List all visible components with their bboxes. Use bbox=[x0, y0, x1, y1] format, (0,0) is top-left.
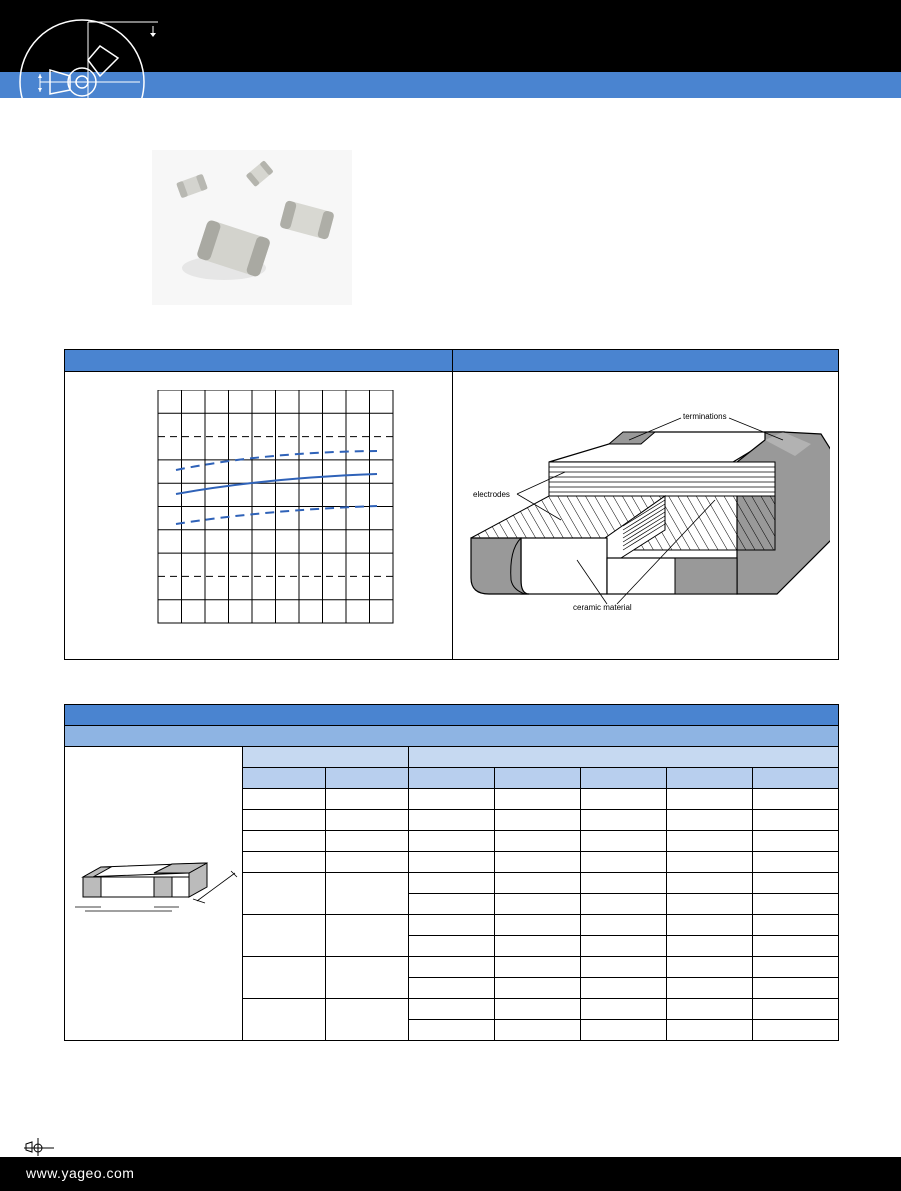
table-cell bbox=[409, 789, 495, 810]
construction-panel-header bbox=[453, 350, 838, 372]
table-cell bbox=[495, 1020, 581, 1041]
label-electrodes: electrodes bbox=[473, 490, 510, 499]
table-cell bbox=[243, 810, 326, 831]
table-cell bbox=[667, 1020, 753, 1041]
table-cell bbox=[581, 894, 667, 915]
table-cell bbox=[581, 936, 667, 957]
col-header bbox=[495, 768, 581, 789]
table-cell bbox=[243, 852, 326, 873]
table-cell bbox=[753, 999, 839, 1020]
table-cell bbox=[753, 957, 839, 978]
table-cell bbox=[495, 852, 581, 873]
table-cell bbox=[409, 873, 495, 894]
table-cell bbox=[326, 915, 409, 957]
table-cell bbox=[753, 978, 839, 999]
table-cell bbox=[409, 1020, 495, 1041]
table-cell bbox=[243, 789, 326, 810]
table-cell bbox=[581, 915, 667, 936]
table-cell bbox=[581, 999, 667, 1020]
table-cell bbox=[243, 831, 326, 852]
table-cell bbox=[667, 852, 753, 873]
table-subtitle-cell bbox=[65, 726, 839, 747]
table-cell bbox=[753, 936, 839, 957]
table-cell bbox=[495, 936, 581, 957]
label-ceramic-material: ceramic material bbox=[573, 603, 632, 612]
col-header bbox=[581, 768, 667, 789]
table-cell bbox=[409, 999, 495, 1020]
table-cell bbox=[667, 810, 753, 831]
table-cell bbox=[495, 789, 581, 810]
chip-dimension-drawing bbox=[65, 847, 243, 947]
table-cell bbox=[753, 852, 839, 873]
dimensions-table bbox=[64, 704, 839, 1041]
construction-panel bbox=[452, 349, 839, 660]
col-header bbox=[409, 768, 495, 789]
table-cell bbox=[326, 957, 409, 999]
table-cell bbox=[326, 810, 409, 831]
yageo-gear-logo-icon bbox=[0, 0, 170, 100]
table-cell bbox=[581, 810, 667, 831]
table-cell bbox=[667, 936, 753, 957]
table-group-header-row bbox=[65, 747, 839, 768]
col-header bbox=[667, 768, 753, 789]
table-cell bbox=[326, 831, 409, 852]
chart-panel-header bbox=[65, 350, 452, 372]
table-cell bbox=[581, 852, 667, 873]
table-cell bbox=[667, 915, 753, 936]
table-cell bbox=[753, 894, 839, 915]
table-cell bbox=[581, 1020, 667, 1041]
table-title-row bbox=[65, 705, 839, 726]
table-cell bbox=[243, 999, 326, 1041]
table-cell bbox=[495, 810, 581, 831]
col-header bbox=[243, 768, 326, 789]
table-cell bbox=[243, 873, 326, 915]
dimension-drawing-cell bbox=[65, 747, 243, 1041]
table-cell bbox=[326, 873, 409, 915]
table-cell bbox=[667, 831, 753, 852]
table-cell bbox=[581, 831, 667, 852]
table-title-cell bbox=[65, 705, 839, 726]
table-cell bbox=[495, 999, 581, 1020]
table-cell bbox=[667, 873, 753, 894]
table-subtitle-row bbox=[65, 726, 839, 747]
table-cell bbox=[243, 915, 326, 957]
table-cell bbox=[495, 894, 581, 915]
table-cell bbox=[753, 1020, 839, 1041]
group-header-1 bbox=[243, 747, 409, 768]
table-cell bbox=[581, 978, 667, 999]
table-cell bbox=[753, 789, 839, 810]
table-cell bbox=[581, 789, 667, 810]
table-cell bbox=[667, 978, 753, 999]
table-cell bbox=[409, 810, 495, 831]
table-cell bbox=[753, 873, 839, 894]
table-cell bbox=[409, 957, 495, 978]
table-cell bbox=[581, 957, 667, 978]
website-link[interactable]: www.yageo.com bbox=[26, 1165, 135, 1181]
table-cell bbox=[753, 831, 839, 852]
col-header bbox=[753, 768, 839, 789]
table-cell bbox=[495, 978, 581, 999]
label-terminations: terminations bbox=[683, 412, 727, 421]
table-cell bbox=[495, 957, 581, 978]
table-cell bbox=[667, 789, 753, 810]
table-cell bbox=[667, 999, 753, 1020]
chart-panel bbox=[64, 349, 453, 660]
table-cell bbox=[753, 915, 839, 936]
table-cell bbox=[409, 915, 495, 936]
table-cell bbox=[409, 831, 495, 852]
table-cell bbox=[326, 789, 409, 810]
table-cell bbox=[409, 894, 495, 915]
yageo-small-logo-icon bbox=[24, 1136, 54, 1156]
col-header bbox=[326, 768, 409, 789]
table-cell bbox=[581, 873, 667, 894]
table-cell bbox=[753, 810, 839, 831]
table-cell bbox=[326, 999, 409, 1041]
table-cell bbox=[326, 852, 409, 873]
table-cell bbox=[409, 978, 495, 999]
group-header-2 bbox=[409, 747, 839, 768]
table-cell bbox=[243, 957, 326, 999]
table-cell bbox=[495, 915, 581, 936]
mlcc-construction-diagram bbox=[465, 400, 830, 620]
table-cell bbox=[667, 957, 753, 978]
capacitance-chart bbox=[155, 390, 395, 626]
table-cell bbox=[667, 894, 753, 915]
capacitor-chips-photo bbox=[152, 150, 352, 305]
table-cell bbox=[495, 831, 581, 852]
table-cell bbox=[409, 936, 495, 957]
table-cell bbox=[495, 873, 581, 894]
table-cell bbox=[409, 852, 495, 873]
footer-bar bbox=[0, 1157, 901, 1191]
